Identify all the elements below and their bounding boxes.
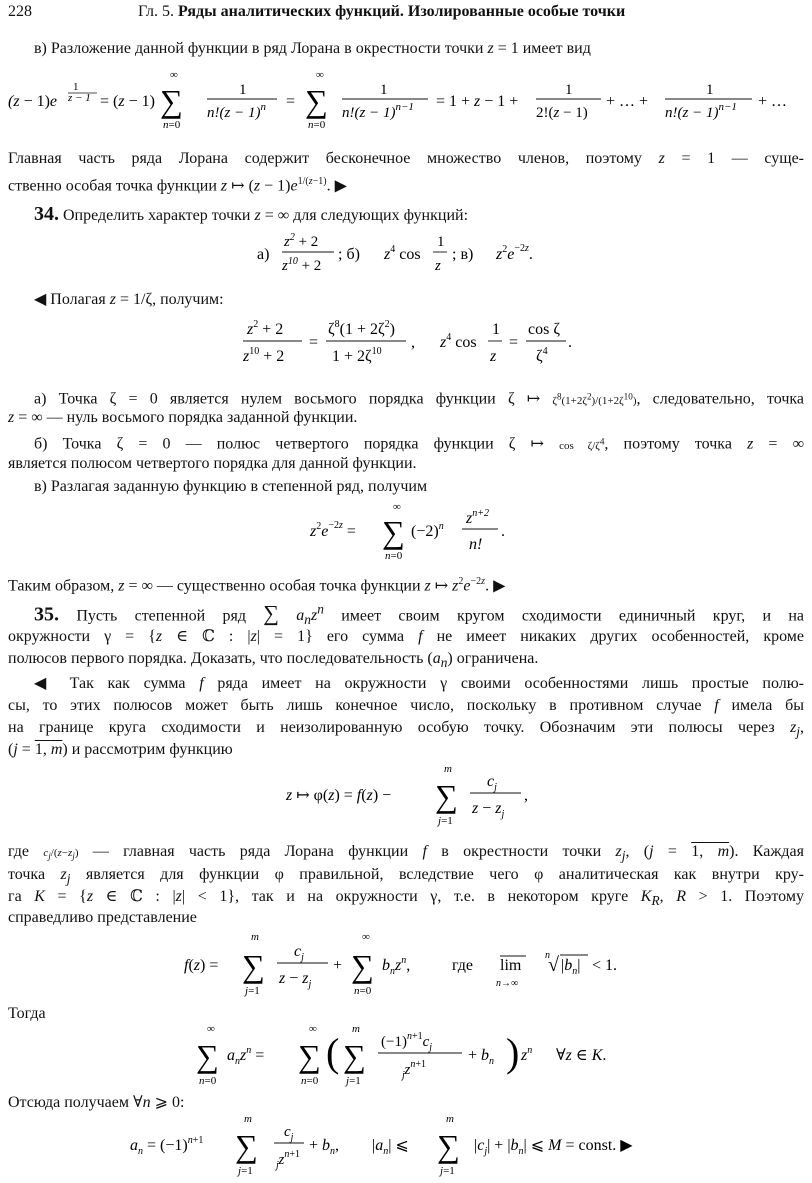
svg-text:,: , [411, 334, 415, 351]
svg-text:∞: ∞ [170, 69, 178, 81]
svg-text:z: z [490, 348, 497, 365]
svg-text:j=1: j=1 [245, 985, 260, 997]
svg-text:∑: ∑ [235, 1128, 258, 1164]
svg-text:ζ4: $\zeta^4$ [536, 346, 548, 365]
svg-text:∑: ∑ [305, 83, 328, 119]
svg-text:∑: ∑ [242, 948, 265, 984]
text-line: точка $z_j$ является для функции φ правильной, вследствие чего φ аналитическая как внутри кру- [8, 866, 804, 887]
text-line: на границе круга сходимости и неизолированную особую точку. Обозначим эти полюсы через $z_j$, [8, 719, 804, 740]
svg-text:∑: ∑ [382, 514, 405, 550]
svg-text:cos ζ: cos ζ [528, 321, 560, 338]
svg-text:z − 1: z − 1 [68, 92, 91, 104]
svg-text:∑: ∑ [160, 83, 183, 119]
svg-text:j=1: j=1 [440, 1165, 455, 1177]
svg-text:cj: $c_j$ [284, 1124, 294, 1143]
svg-text:+ …: + … [758, 93, 788, 110]
svg-text:; б): ; б) [338, 246, 360, 263]
chapter-label: Гл. 5. [138, 3, 175, 20]
svg-text:z2 + 2: $z^2 + 2$ [247, 319, 284, 338]
svg-text:+: + [333, 957, 343, 974]
svg-text:m: m [352, 1023, 360, 1035]
svg-text:z2e−2z =: $z^2e^{-2z}$ = [310, 520, 356, 540]
svg-text:n!(z − 1)n: $n!(z - 1)^n$ [207, 101, 266, 121]
svg-text:n=0: n=0 [199, 1075, 217, 1087]
text-line: сы, то этих полюсов может быть лишь конечное число, поскольку в противном случае f имела бы [8, 697, 804, 714]
svg-text:j=1: j=1 [238, 1165, 253, 1177]
final-bound-equation [0, 1112, 812, 1182]
svg-text:m: m [446, 1113, 454, 1125]
svg-text:∞: ∞ [309, 1023, 317, 1035]
running-title [138, 3, 625, 21]
text-line: где $c_j/(z-z_j)$ — главная часть ряда Лорана функции f в окрестности точки $z_j$, (j = 1, m). Каждая [8, 843, 805, 864]
svg-text:ζ8(1 + 2ζ2): $\zeta^8(1 + 2\zeta^2)$ [328, 319, 395, 338]
svg-text:(z − 1)e: (z − 1)e [8, 93, 58, 110]
svg-text:∑: ∑ [343, 1038, 366, 1074]
svg-text:n=0: n=0 [385, 550, 403, 562]
svg-text:|an| ⩽: $|a_n|$ ⩽ [372, 1137, 409, 1157]
svg-text:+ bn,: + $b_n$, [309, 1137, 340, 1157]
svg-text:z2 + 2: $z^2 + 2$ [284, 232, 319, 250]
svg-text:cj: $c_j$ [294, 943, 304, 963]
svg-text:√: √ [548, 954, 559, 976]
f-representation-equation [0, 928, 812, 1002]
text-line: ственно особая точка функции z ↦ $(z - 1)e^{1/(z-1)}$. ▶ [8, 176, 347, 195]
svg-text:n=0: n=0 [354, 985, 372, 997]
svg-text:2!(z − 1): 2!(z − 1) [536, 105, 588, 121]
problem-34-statement: Определить характер точки z = ∞ для следующих функций: [63, 207, 469, 224]
svg-text:n!(z − 1)n−1: $n!(z - 1)^{n-1}$ [342, 101, 414, 121]
svg-text:n=0: n=0 [301, 1075, 319, 1087]
svg-text:m: m [444, 763, 452, 775]
svg-text:1: 1 [492, 321, 500, 338]
problem-number: 35. [34, 603, 59, 626]
svg-text:lim: lim [500, 957, 522, 974]
svg-text:z: z [435, 258, 441, 274]
svg-text:а): а) [257, 246, 270, 263]
exp-series-equation [0, 500, 812, 566]
svg-text:1: 1 [380, 82, 388, 98]
svg-text:n=0: n=0 [163, 119, 181, 131]
svg-text:1: 1 [437, 234, 445, 250]
svg-text:= (z − 1): = (z − 1) [100, 93, 155, 110]
svg-text:|bn|: $|b_n|$ [561, 957, 581, 977]
svg-text:+ bn: + $b_n$ [468, 1047, 495, 1067]
svg-text:1: 1 [73, 81, 79, 93]
svg-text:bnzn,: $b_nz^n$, [382, 955, 411, 977]
text-line: б) Точка ζ = 0 — полюс четвертого порядка функции ζ ↦ $\cos \zeta/\zeta^4$, поэтому точка z = ∞ [34, 435, 804, 453]
text-line: Отсюда получаем ∀n ⩾ 0: [8, 1094, 185, 1111]
svg-text:∑: ∑ [351, 948, 374, 984]
text-line: в) Разлагая заданную функцию в степенной ряд, получим [34, 478, 428, 495]
svg-text:z2e−2z.: $z^2e^{-2z}$. [496, 243, 533, 263]
svg-text:(−2)n: $(-2)^n$ [411, 521, 444, 540]
text-line: га K = {z ∈ ℂ : |z| < 1}, так и на окружности γ, т.е. в некотором круге $K_R$, R > 1. Поэтому [8, 888, 805, 909]
svg-text:= 1 + z − 1 +: = 1 + z − 1 + [436, 93, 519, 110]
svg-text:1: 1 [565, 82, 573, 98]
svg-text:=: = [286, 93, 296, 110]
svg-text:(: ( [326, 1030, 340, 1075]
svg-text:an = (−1)n+1: $a_n = (-1)^n+1$ [130, 1135, 204, 1157]
svg-text:< 1.: < 1. [592, 957, 618, 974]
svg-text:.: . [568, 334, 572, 351]
problem-34-functions [0, 228, 812, 280]
problem-34 [34, 205, 804, 225]
svg-text:z − zj: $z - z_j$ [472, 800, 505, 820]
svg-text:m: m [244, 1113, 252, 1125]
svg-text:1 + 2ζ10: $1 + 2\zeta^{10}$ [332, 346, 382, 365]
svg-text:z − zj: $z - z_j$ [279, 970, 312, 990]
svg-text:=: = [309, 334, 319, 351]
text-line: ◀ Полагая z = 1/ζ, получим: [34, 291, 224, 308]
phi-definition-equation [0, 760, 812, 832]
substitution-equation [0, 312, 812, 374]
svg-text:∞: ∞ [362, 931, 370, 943]
svg-text:=: = [509, 334, 519, 351]
text-line: полюсов первого порядка. Доказать, что последовательность $(a_n)$ ограничена. [8, 650, 539, 671]
text-line: Тогда [8, 1005, 46, 1022]
svg-text:j=1: j=1 [346, 1075, 361, 1087]
svg-text:1: 1 [706, 82, 714, 98]
svg-text:n!(z − 1)n−1: $n!(z - 1)^{n-1}$ [665, 101, 737, 121]
svg-text:∞: ∞ [207, 1023, 215, 1035]
svg-text:z10 + 2: $z^{10} + 2$ [243, 346, 285, 365]
svg-text:+ … +: + … + [606, 93, 649, 110]
svg-text:n→∞: n→∞ [496, 978, 519, 989]
svg-text:m: m [251, 931, 259, 943]
svg-text:∑: ∑ [298, 1038, 321, 1074]
text-line: Главная часть ряда Лорана содержит бесконечное множество членов, поэтому z = 1 — суще- [8, 150, 805, 167]
text-line: окружности γ = {z ∈ ℂ : |z| = 1} его сумма f не имеет никаких других особенностей, кроме [8, 628, 805, 645]
svg-text:cj: $c_j$ [487, 773, 497, 793]
svg-text:): ) [506, 1030, 520, 1075]
svg-text:n=0: n=0 [308, 119, 326, 131]
svg-text:zn: $z^n$ [521, 1045, 533, 1064]
problem-number: 34. [34, 203, 59, 225]
svg-text:(−1)n+1cj: $(-1)^n+1c_j$ [381, 1031, 433, 1053]
svg-text:zn+2: $z^{n+2}$ [466, 508, 489, 527]
svg-text:anzn =: $a_nz^n$ = [227, 1045, 265, 1067]
svg-text:|cj| + |bn| ⩽ M = const. ▶: $|c_j| + |b_n|$ ⩽ M = const. ▶ [474, 1137, 633, 1157]
chapter-title: Ряды аналитических функций. Изолированные особые точки [178, 3, 626, 20]
svg-text:z4 cos: $z^4$ cos [440, 332, 477, 351]
laurent-equation [0, 68, 812, 134]
svg-text:z4 cos: $z^4$ cos [384, 244, 421, 263]
text-line [34, 40, 804, 58]
svg-text:∞: ∞ [316, 69, 324, 81]
laurent-intro: в) Разложение данной функции в ряд Лорана в окрестности точки z = 1 имеет вид [34, 40, 591, 57]
svg-text:∑: ∑ [435, 778, 458, 814]
svg-text:,: , [524, 787, 528, 804]
text-line: Таким образом, z = ∞ — существенно особая точка функции z ↦ $z^2e^{-2z}$. ▶ [8, 576, 506, 595]
coefficient-series-equation [0, 1022, 812, 1090]
text-line: является полюсом четвертого порядка для данной функции. [8, 455, 417, 472]
problem-35: 35. Пусть степенной ряд ∑ $a_nz^n$ имеет своим кругом сходимости единичный круг, и на [34, 600, 804, 628]
page-header [8, 3, 804, 25]
svg-text:f(z) =: f(z) = [184, 957, 219, 974]
text-line: справедливо представление [8, 909, 197, 926]
svg-text:∑: ∑ [437, 1128, 460, 1164]
text-line: а) Точка ζ = 0 является нулем восьмого порядка функции ζ ↦ $\zeta^8(1+2\zeta^2)/(1+2\zeta^{10})$, следовательно, точка [34, 390, 805, 408]
svg-text:∞: ∞ [393, 501, 401, 513]
svg-text:zn+1j: $z^n+1$ j [402, 1059, 426, 1081]
page-number: 228 [8, 3, 32, 20]
svg-text:∑: ∑ [196, 1038, 219, 1074]
text-line: (j = 1, m) и рассмотрим функцию [8, 741, 233, 758]
svg-text:∀z ∈ K.: ∀z ∈ K. [556, 1047, 607, 1064]
svg-text:; в): ; в) [452, 246, 474, 263]
svg-text:j=1: j=1 [438, 815, 453, 827]
svg-text:где: где [452, 957, 474, 974]
svg-text:n: n [545, 950, 550, 961]
svg-text:n!: n! [469, 536, 483, 553]
svg-text:z10 + 2: $z^{10} + 2$ [282, 256, 322, 274]
svg-text:1: 1 [239, 82, 247, 98]
text-line: ◀ Так как сумма f ряда имеет на окружности γ своими особенностями лишь простые полю- [34, 675, 804, 692]
svg-text:zn+1j: $z^n+1$ j [276, 1149, 300, 1171]
svg-text:z ↦ φ(z) = f(z) −: z ↦ φ(z) = f(z) − [286, 787, 392, 804]
text-line: z = ∞ — нуль восьмого порядка заданной функции. [8, 409, 358, 426]
svg-text:.: . [501, 523, 505, 540]
